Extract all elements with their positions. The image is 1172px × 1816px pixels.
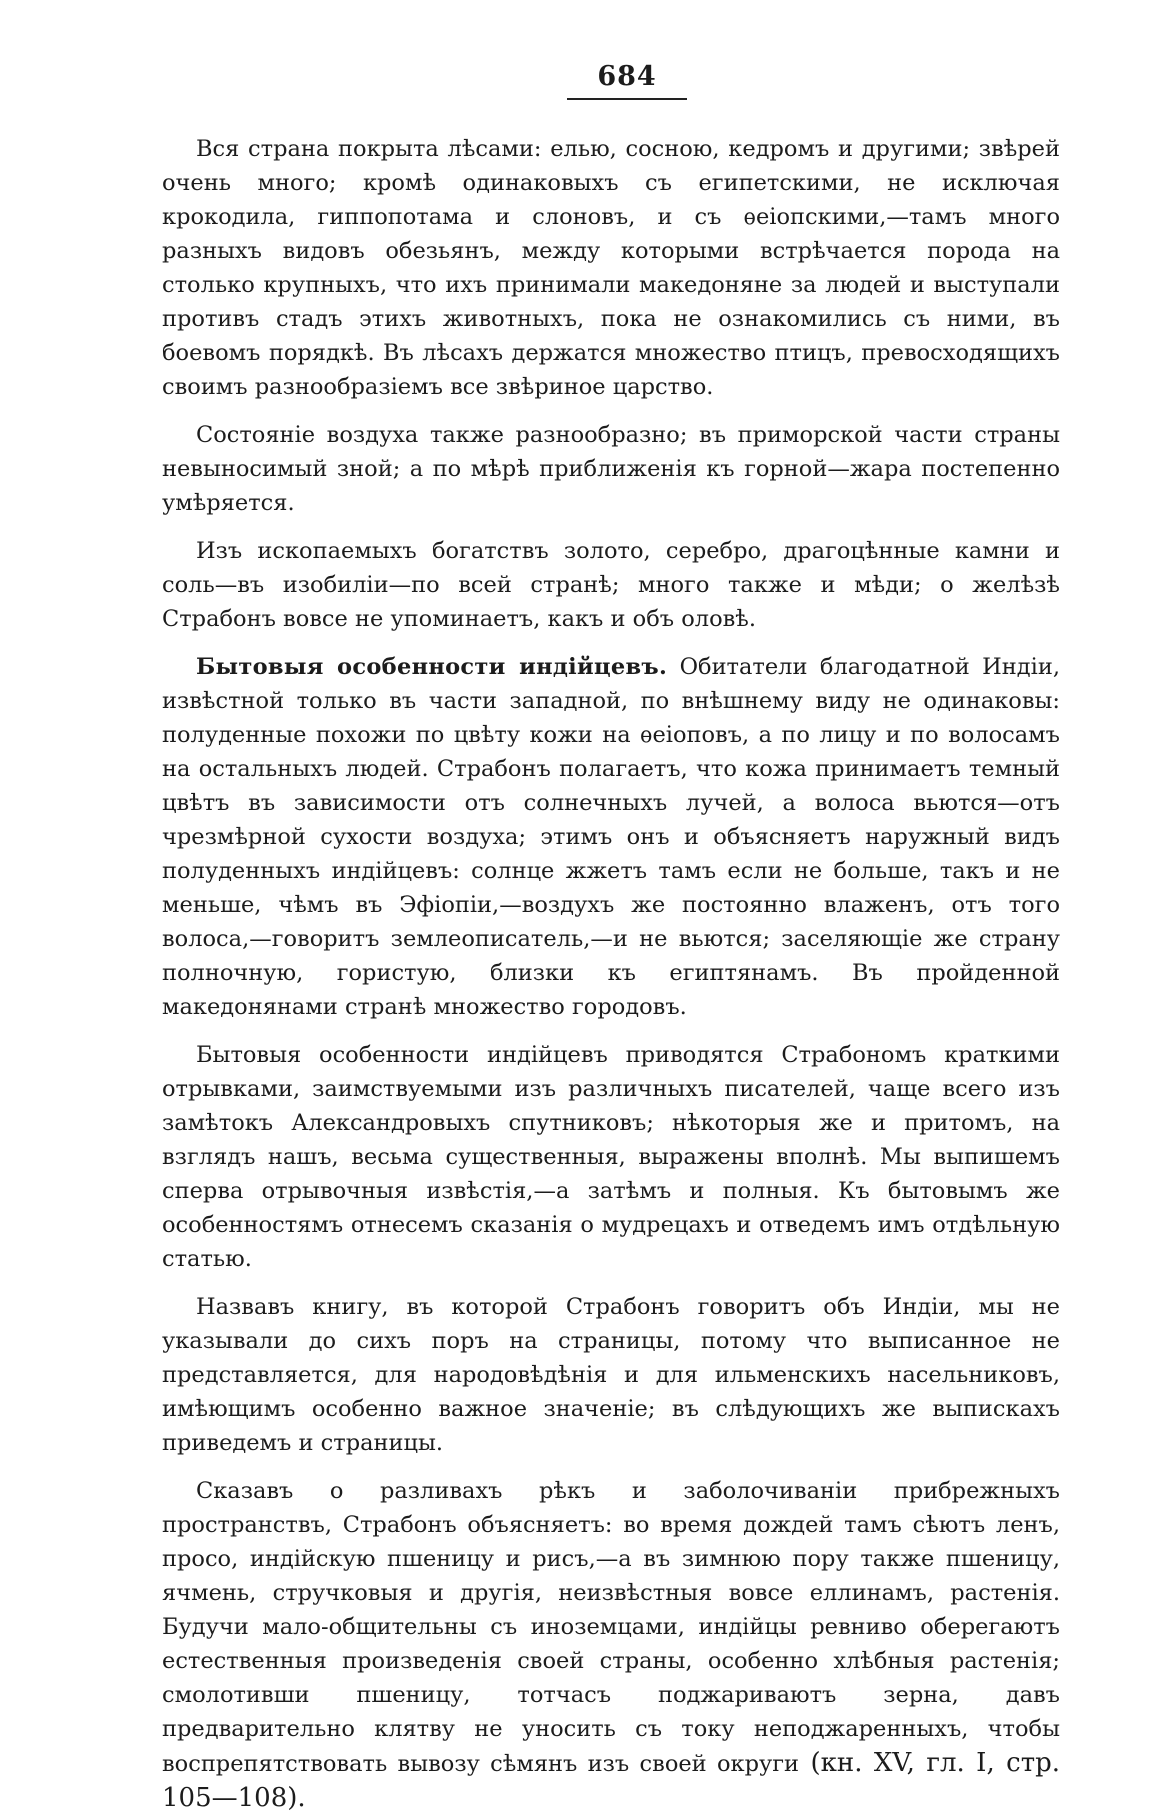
paragraph-minerals — [162, 534, 1060, 636]
page-number-underline — [567, 98, 687, 100]
section-subheading: Бытовыя особенности индійцевъ. — [196, 654, 668, 680]
paragraph-agriculture — [162, 1474, 1060, 1816]
paragraph-climate — [162, 418, 1060, 520]
page-number: 684 — [597, 61, 657, 92]
paragraph-text: Состояніе воздуха также разнообразно; въ приморской части страны невыносимый зной; а по мѣрѣ приближенія къ горной—жара постепенно умѣряется. — [162, 422, 1060, 516]
paragraph-text: Назвавъ книгу, въ которой Страбонъ говоритъ объ Индіи, мы не указывали до сихъ поръ на страницы, потому что выписанное не представляется, для народовѣдѣнія и для ильменскихъ насельниковъ, имѣющимъ особенно важное значеніе; въ слѣдующихъ же выпискахъ приведемъ и страницы. — [162, 1294, 1060, 1456]
paragraph-text: Вся страна покрыта лѣсами: елью, сосною, кедромъ и другими; звѣрей очень много; кромѣ одинаковыхъ съ египетскими, не исключая крокодила, гиппопотама и слоновъ, и съ ѳеіопскими,—тамъ много разныхъ видовъ обезьянъ, между которыми встрѣчается порода на столько крупныхъ, что ихъ принимали македоняне за людей и выступали противъ стадъ этихъ животныхъ, пока не ознакомились съ ними, въ боевомъ порядкѣ. Въ лѣсахъ держатся множество птицъ, превосходящихъ своимъ разнообразіемъ все звѣриное царство. — [162, 136, 1060, 400]
paragraph-text: Изъ ископаемыхъ богатствъ золото, серебро, драгоцѣнные камни и соль—въ изобиліи—по всей странѣ; много также и мѣди; о желѣзѣ Страбонъ вовсе не упоминаетъ, какъ и объ оловѣ. — [162, 538, 1060, 632]
paragraph-text: Бытовыя особенности индійцевъ приводятся Страбономъ краткими отрывками, заимствуемыми изъ различныхъ писателей, чаще всего изъ замѣтокъ Александровыхъ спутниковъ; нѣкоторыя же и притомъ, на взглядъ нашъ, весьма существенныя, выражены вполнѣ. Мы выпишемъ сперва отрывочныя извѣстія,—а затѣмъ и полныя. Къ бытовымъ же особенностямъ отнесемъ сказанія о мудрецахъ и отведемъ имъ отдѣльную статью. — [162, 1042, 1060, 1272]
paragraph-forests-animals — [162, 132, 1060, 404]
paragraph-text: Обитатели благодатной Индіи, извѣстной только въ части западной, по внѣшнему виду не одинаковы: полуденные похожи по цвѣту кожи на ѳеіоповъ, а по лицу и по волосамъ на остальныхъ людей. Страбонъ полагаетъ, что кожа принимаетъ темный цвѣтъ въ зависимости отъ солнечныхъ лучей, а волоса вьются—отъ чрезмѣрной сухости воздуха; этимъ онъ и объясняетъ наружный видъ полуденныхъ индійцевъ: солнце жжетъ тамъ если не больше, такъ и не меньше, чѣмъ въ Эфіопіи,—воздухъ же постоянно влаженъ, отъ того волоса,—говоритъ землеописатель,—и не вьются; заселяющіе же страну полночную, гористую, близки къ египтянамъ. Въ пройденной македонянами странѣ множество городовъ. — [162, 654, 1060, 1020]
paragraph-sources — [162, 1038, 1060, 1276]
paragraph-customs-appearance — [162, 650, 1060, 1024]
source-citation: (кн. XV, гл. I, стр. 105—108). — [162, 1748, 1060, 1813]
paragraph-pages-note — [162, 1290, 1060, 1460]
paragraph-text: Сказавъ о разливахъ рѣкъ и заболочиваніи прибрежныхъ пространствъ, Страбонъ объясняетъ: во время дождей тамъ сѣютъ ленъ, просо, индійскую пшеницу и рисъ,—а въ зимнюю пору также пшеницу, ячмень, стручковыя и другія, неизвѣстныя вовсе еллинамъ, растенія. Будучи мало-общительны съ иноземцами, индійцы ревниво оберегаютъ естественныя произведенія своей страны, особенно хлѣбныя растенія; смолотивши пшеницу, тотчасъ поджариваютъ зерна, давъ предварительно клятву не уносить съ току неподжаренныхъ, чтобы воспрепятствовать вывозу сѣмянъ изъ своей округи — [162, 1478, 1060, 1777]
